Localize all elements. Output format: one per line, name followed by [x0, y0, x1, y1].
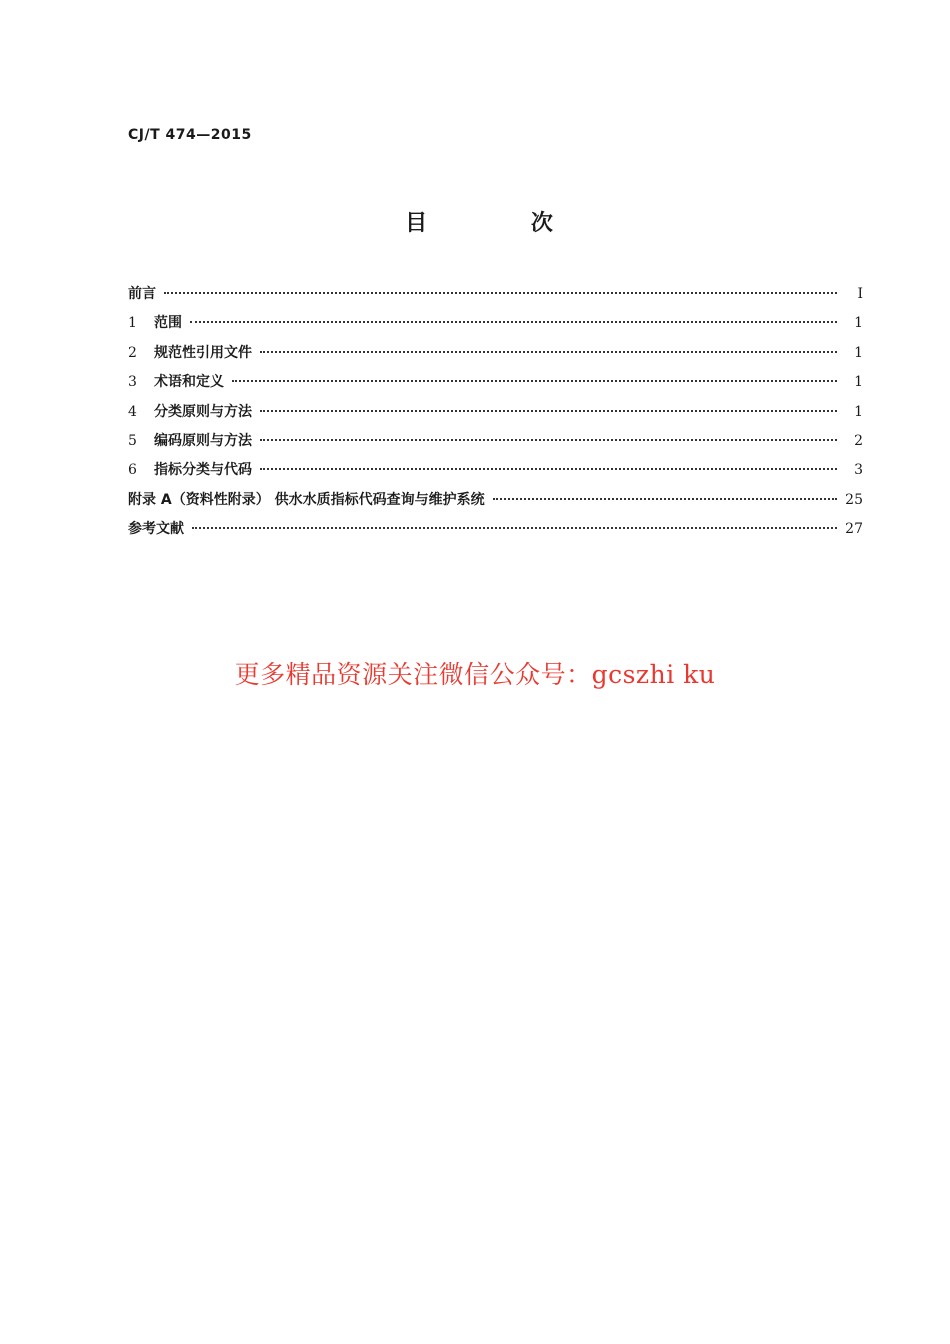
toc-entry-label: 规范性引用文件 — [154, 344, 252, 361]
toc-entry-page: 3 — [854, 462, 863, 479]
toc-title: 目 次 — [405, 211, 601, 236]
toc-dot-leader — [260, 439, 837, 441]
table-of-contents — [128, 283, 863, 548]
toc-entry-number: 4 — [128, 403, 137, 420]
toc-entry-normative-references[interactable] — [128, 342, 863, 371]
toc-dot-leader — [260, 410, 837, 412]
toc-dot-leader — [190, 321, 837, 323]
toc-entry-label: 编码原则与方法 — [154, 432, 252, 449]
toc-entry-label: 范围 — [154, 315, 182, 332]
toc-entry-bibliography[interactable] — [128, 518, 863, 547]
toc-entry-page: 1 — [854, 344, 863, 361]
toc-dot-leader — [164, 292, 837, 294]
toc-dot-leader — [260, 468, 837, 470]
toc-entry-page: 1 — [854, 374, 863, 391]
toc-entry-scope[interactable] — [128, 312, 863, 341]
toc-entry-classification-principles[interactable] — [128, 401, 863, 430]
toc-entry-label: 附录 A（资料性附录） 供水水质指标代码查询与维护系统 — [128, 491, 485, 508]
toc-entry-foreword[interactable] — [128, 283, 863, 312]
standard-number: CJ/T 474—2015 — [128, 127, 252, 143]
toc-entry-label: 术语和定义 — [154, 374, 224, 391]
toc-entry-page: I — [857, 286, 863, 302]
toc-entry-label: 指标分类与代码 — [154, 462, 252, 479]
toc-entry-terms-definitions[interactable] — [128, 371, 863, 400]
toc-entry-appendix-a[interactable] — [128, 489, 863, 518]
toc-entry-number: 5 — [128, 432, 137, 449]
toc-dot-leader — [192, 527, 837, 529]
toc-entry-number: 3 — [128, 374, 137, 391]
toc-entry-coding-principles[interactable] — [128, 430, 863, 459]
toc-entry-label: 分类原则与方法 — [154, 403, 252, 420]
toc-entry-page: 27 — [845, 521, 863, 538]
toc-dot-leader — [232, 380, 837, 382]
toc-entry-label: 前言 — [128, 286, 156, 302]
toc-entry-page: 25 — [845, 491, 863, 508]
toc-entry-number: 1 — [128, 315, 137, 332]
toc-entry-page: 1 — [854, 315, 863, 332]
toc-entry-page: 2 — [854, 432, 863, 449]
toc-dot-leader — [260, 351, 837, 353]
toc-dot-leader — [493, 498, 837, 500]
toc-entry-page: 1 — [854, 403, 863, 420]
toc-entry-indicator-codes[interactable] — [128, 459, 863, 488]
toc-entry-number: 6 — [128, 462, 137, 479]
toc-entry-number: 2 — [128, 344, 137, 361]
promo-watermark-text: 更多精品资源关注微信公众号：gcszhi ku — [234, 660, 716, 689]
toc-entry-label: 参考文献 — [128, 521, 184, 538]
